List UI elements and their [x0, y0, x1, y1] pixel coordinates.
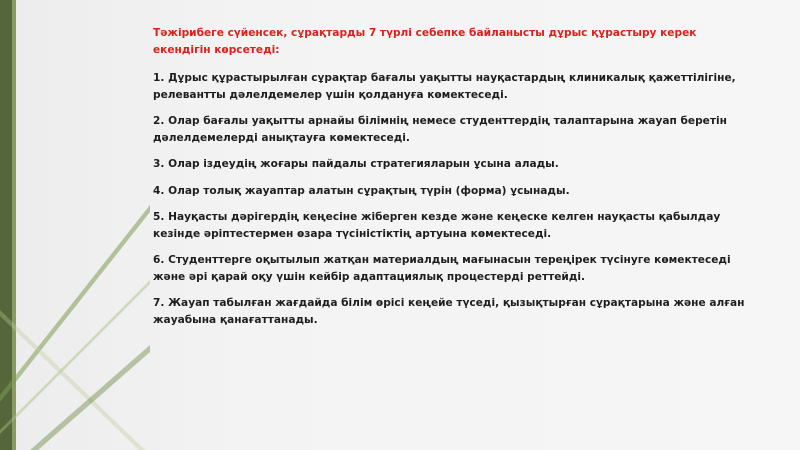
list-item: 1. Дұрыс құрастырылған сұрақтар бағалы уақытты науқастардың клиникалық қажеттілігіне, релевантты дәлелдемелер үшін қолдануға көмектеседі. [153, 72, 736, 101]
list-item: 3. Олар іздеудің жоғары пайдалы стратегияларын ұсына алады. [153, 158, 559, 170]
slide-content [153, 25, 753, 338]
list-item: 2. Олар бағалы уақытты арнайы білімнің немесе студенттердің талаптарына жауап беретін дәлелдемелерді анықтауға көмектеседі. [153, 115, 727, 144]
list-item: 4. Олар толық жауаптар алатын сұрақтың түрін (форма) ұсынады. [153, 184, 570, 197]
list-item: 5. Науқасты дәрігердің кеңесіне жіберген кезде және кеңеске келген науқасты қабылдау кезінде әріптестермен өзара түсіністіктің артуына көмектеседі. [153, 211, 721, 240]
intro-heading: Тәжірибеге сүйенсек, сұрақтарды 7 түрлі себепке байланысты дұрыс құрастыру керек екендігін көрсетеді: [153, 27, 697, 56]
list-item: 6. Студенттерге оқытылып жатқан материалдың мағынасын тереңірек түсінуге көмектеседі және әрі қарай оқу үшін кейбір адаптациялық процестерді реттейді. [153, 254, 731, 283]
list-item: 7. Жауап табылған жағдайда білім өрісі кеңейе түседі, қызықтырған сұрақтарына және алған жауабына қанағаттанады. [153, 297, 745, 326]
decorative-stripes [0, 0, 150, 450]
